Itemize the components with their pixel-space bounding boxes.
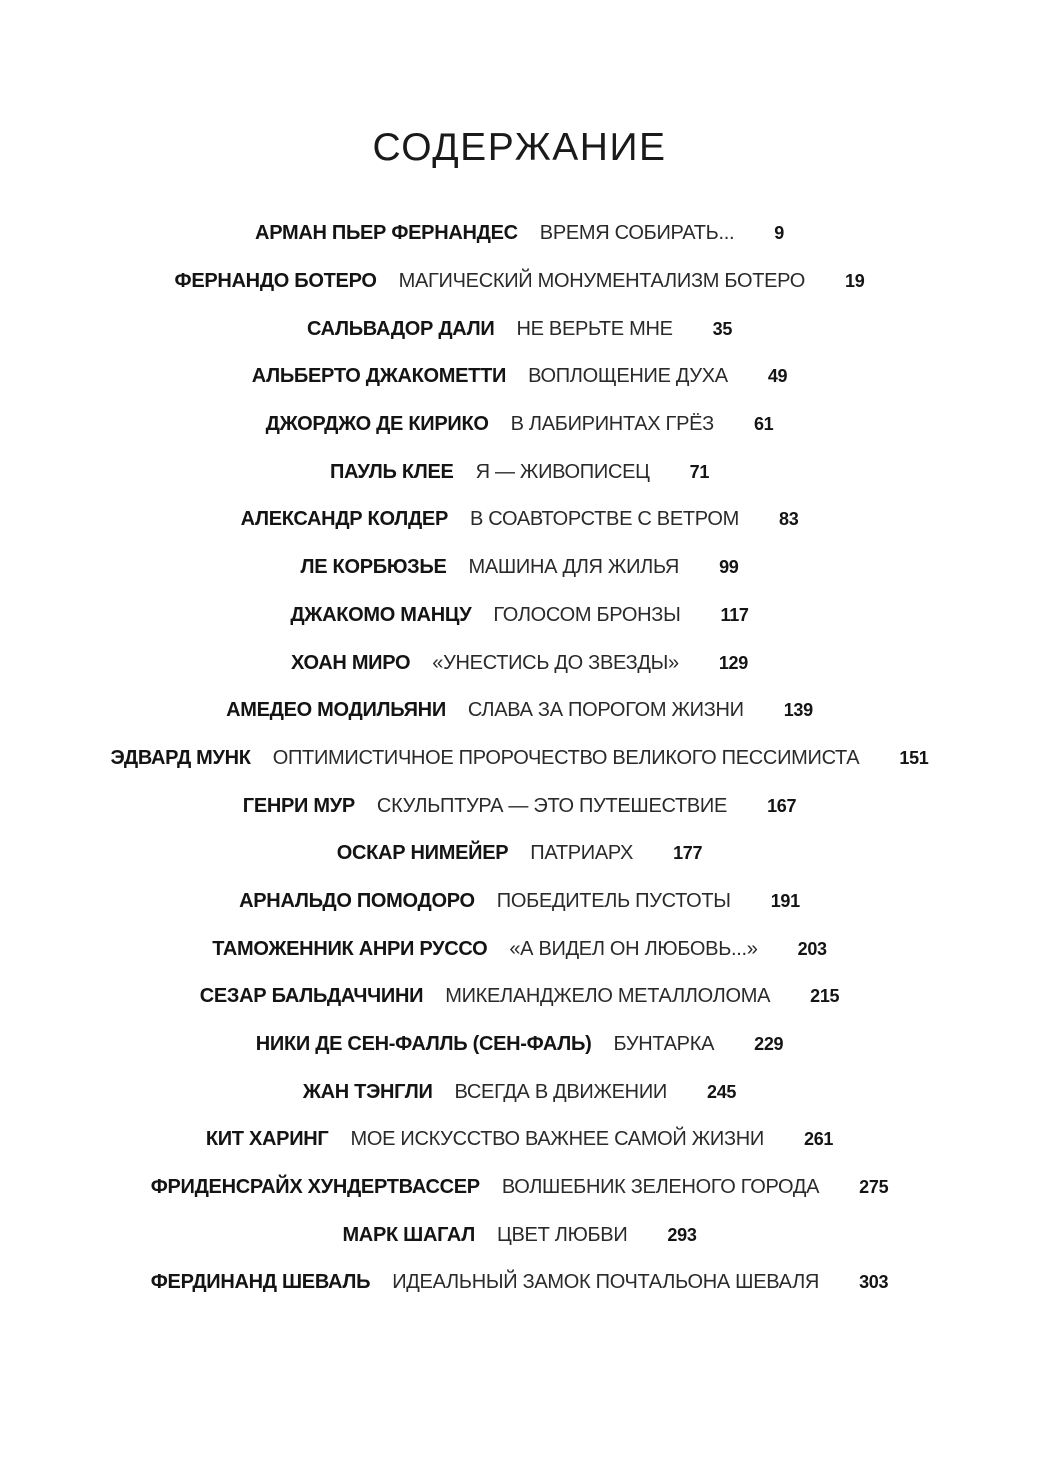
toc-chapter-title: «А ВИДЕЛ ОН ЛЮБОВЬ...» xyxy=(509,937,758,960)
toc-author: ФРИДЕНСРАЙХ ХУНДЕРТВАССЕР xyxy=(150,1176,480,1199)
toc-chapter-title: ОПТИМИСТИЧНОЕ ПРОРОЧЕСТВО ВЕЛИКОГО ПЕССИМИСТА xyxy=(272,746,860,769)
toc-page-number: 151 xyxy=(899,747,929,768)
toc-entry xyxy=(0,782,1039,830)
toc-entry xyxy=(0,878,1039,926)
toc-entry xyxy=(0,544,1039,592)
toc-author: ЛЕ КОРБЮЗЬЕ xyxy=(300,556,447,579)
toc-chapter-title: ГОЛОСОМ БРОНЗЫ xyxy=(493,603,681,626)
toc-page-number: 49 xyxy=(767,366,788,387)
toc-author: НИКИ ДЕ СЕН-ФАЛЛЬ (СЕН-ФАЛЬ) xyxy=(255,1033,592,1056)
toc-entry xyxy=(0,735,1039,783)
toc-entry xyxy=(0,401,1039,449)
toc-page-number: 275 xyxy=(859,1177,889,1198)
toc-author: МАРК ШАГАЛ xyxy=(342,1223,475,1246)
toc-author: ЭДВАРД МУНК xyxy=(110,746,251,769)
toc-entry xyxy=(0,496,1039,544)
toc-chapter-title: ИДЕАЛЬНЫЙ ЗАМОК ПОЧТАЛЬОНА ШЕВАЛЯ xyxy=(392,1271,820,1294)
toc-chapter-title: МОЕ ИСКУССТВО ВАЖНЕЕ САМОЙ ЖИЗНИ xyxy=(350,1128,765,1151)
toc-entry xyxy=(0,210,1039,258)
toc-chapter-title: ПАТРИАРХ xyxy=(530,842,634,865)
toc-chapter-title: «УНЕСТИСЬ ДО ЗВЕЗДЫ» xyxy=(432,651,679,674)
toc-author: ДЖАКОМО МАНЦУ xyxy=(290,603,472,626)
toc-author: АРНАЛЬДО ПОМОДОРО xyxy=(239,889,475,912)
toc-chapter-title: ВСЕГДА В ДВИЖЕНИИ xyxy=(454,1080,667,1103)
toc-page-number: 167 xyxy=(767,795,797,816)
toc-entry xyxy=(0,973,1039,1021)
toc-entry xyxy=(0,830,1039,878)
toc-page-number: 129 xyxy=(718,652,748,673)
toc-author: ФЕРДИНАНД ШЕВАЛЬ xyxy=(150,1271,371,1294)
toc-page-number: 83 xyxy=(779,509,799,530)
toc-chapter-title: ВОПЛОЩЕНИЕ ДУХА xyxy=(528,365,728,388)
toc-entry xyxy=(0,305,1039,353)
toc-chapter-title: ВОЛШЕБНИК ЗЕЛЕНОГО ГОРОДА xyxy=(501,1176,820,1199)
toc-author: АЛЬБЕРТО ДЖАКОМЕТТИ xyxy=(251,365,507,388)
toc-page-number: 229 xyxy=(754,1034,784,1055)
toc-page-number: 9 xyxy=(774,223,784,244)
table-of-contents xyxy=(0,210,1039,1307)
toc-chapter-title: МАШИНА ДЛЯ ЖИЛЬЯ xyxy=(468,556,680,579)
toc-page-number: 99 xyxy=(719,557,739,578)
toc-entry xyxy=(0,687,1039,735)
toc-author: ФЕРНАНДО БОТЕРО xyxy=(174,270,377,293)
toc-chapter-title: В ЛАБИРИНТАХ ГРЁЗ xyxy=(510,413,714,436)
toc-entry xyxy=(0,1259,1039,1307)
toc-page-number: 177 xyxy=(673,843,703,864)
toc-entry xyxy=(0,1164,1039,1212)
toc-author: ПАУЛЬ КЛЕЕ xyxy=(329,460,454,483)
toc-author: ДЖОРДЖО ДЕ КИРИКО xyxy=(265,413,489,436)
toc-author: ЖАН ТЭНГЛИ xyxy=(302,1080,433,1103)
toc-entry xyxy=(0,448,1039,496)
toc-author: АРМАН ПЬЕР ФЕРНАНДЕС xyxy=(255,222,518,245)
toc-chapter-title: Я — ЖИВОПИСЕЦ xyxy=(475,460,650,483)
toc-author: ТАМОЖЕННИК АНРИ РУССО xyxy=(212,937,488,960)
toc-page-number: 203 xyxy=(797,938,827,959)
toc-entry xyxy=(0,1021,1039,1069)
toc-page-number: 61 xyxy=(753,414,774,435)
toc-entry xyxy=(0,925,1039,973)
toc-page-number: 261 xyxy=(804,1129,834,1150)
toc-page-number: 139 xyxy=(783,700,813,721)
toc-chapter-title: ПОБЕДИТЕЛЬ ПУСТОТЫ xyxy=(496,889,731,912)
toc-entry xyxy=(0,1116,1039,1164)
toc-entry xyxy=(0,639,1039,687)
toc-author: ХОАН МИРО xyxy=(291,651,411,674)
toc-page-number: 303 xyxy=(859,1272,889,1293)
toc-page-number: 191 xyxy=(770,890,800,911)
toc-chapter-title: ЦВЕТ ЛЮБВИ xyxy=(497,1223,628,1246)
toc-entry xyxy=(0,258,1039,306)
toc-author: АЛЕКСАНДР КОЛДЕР xyxy=(240,508,448,531)
toc-page-number: 245 xyxy=(706,1081,737,1102)
toc-chapter-title: СКУЛЬПТУРА — ЭТО ПУТЕШЕСТВИЕ xyxy=(376,794,728,817)
toc-page-number: 293 xyxy=(667,1224,697,1245)
toc-author: АМЕДЕО МОДИЛЬЯНИ xyxy=(226,699,446,722)
toc-page-number: 71 xyxy=(689,461,710,482)
toc-entry xyxy=(0,353,1039,401)
toc-page-number: 215 xyxy=(810,986,840,1007)
toc-author: САЛЬВАДОР ДАЛИ xyxy=(306,317,495,340)
toc-chapter-title: МИКЕЛАНДЖЕЛО МЕТАЛЛОЛОМА xyxy=(445,985,771,1008)
toc-chapter-title: БУНТАРКА xyxy=(613,1033,715,1056)
toc-entry xyxy=(0,1068,1039,1116)
toc-author: ОСКАР НИМЕЙЕР xyxy=(336,842,509,865)
toc-chapter-title: НЕ ВЕРЬТЕ МНЕ xyxy=(516,317,673,340)
toc-chapter-title: В СОАВТОРСТВЕ С ВЕТРОМ xyxy=(470,508,739,531)
page-title: СОДЕРЖАНИЕ xyxy=(372,126,667,169)
toc-entry xyxy=(0,1211,1039,1259)
toc-chapter-title: ВРЕМЯ СОБИРАТЬ... xyxy=(539,222,735,245)
toc-chapter-title: СЛАВА ЗА ПОРОГОМ ЖИЗНИ xyxy=(467,699,744,722)
toc-entry xyxy=(0,592,1039,640)
toc-page-number: 19 xyxy=(845,271,865,292)
toc-author: ГЕНРИ МУР xyxy=(242,794,355,817)
toc-page-number: 35 xyxy=(712,318,733,339)
toc-chapter-title: МАГИЧЕСКИЙ МОНУМЕНТАЛИЗМ БОТЕРО xyxy=(398,270,806,293)
toc-author: КИТ ХАРИНГ xyxy=(205,1128,329,1151)
toc-page-number: 117 xyxy=(720,604,749,625)
toc-author: СЕЗАР БАЛЬДАЧЧИНИ xyxy=(199,985,424,1008)
